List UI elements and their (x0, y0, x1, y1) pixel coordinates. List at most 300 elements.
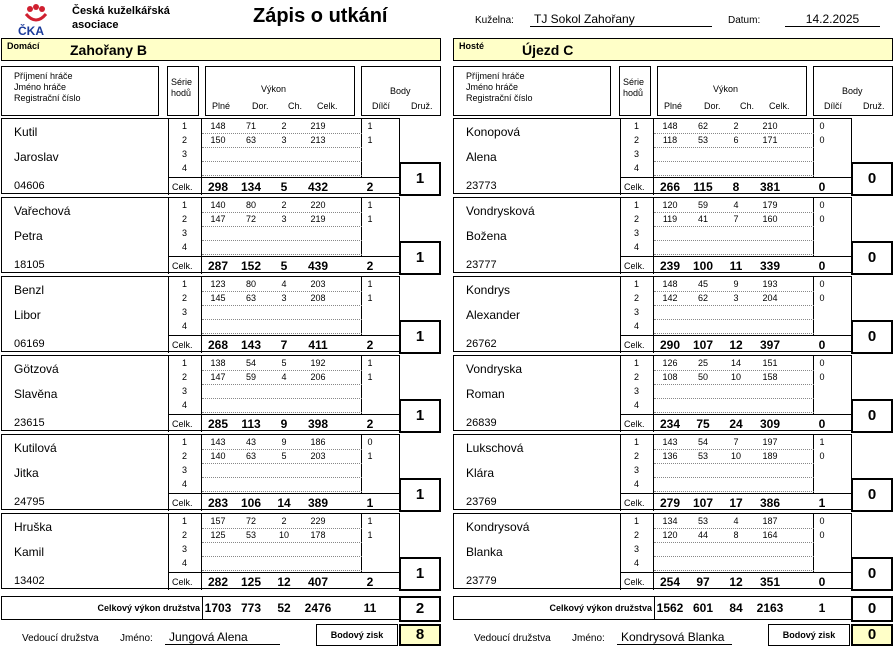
serie-number: 4 (182, 321, 188, 331)
series-value: 206 (310, 372, 326, 382)
series-value: 59 (245, 372, 256, 382)
total-value: 285 (207, 417, 229, 431)
team-total-value: 601 (692, 601, 714, 615)
series-value: 126 (662, 358, 678, 368)
total-value: 100 (692, 259, 714, 273)
series-value: 140 (210, 451, 226, 461)
serie-number: 1 (634, 516, 640, 526)
celk-label: Celk. (624, 498, 645, 508)
total-value: 12 (729, 575, 743, 589)
series-value: 192 (310, 358, 326, 368)
svg-text:ČKA: ČKA (18, 24, 44, 38)
total-value: 5 (280, 180, 288, 194)
away-team-total: Celkový výkon družstva 1562 601 84 2163 1 (453, 596, 852, 620)
serie-number: 3 (634, 307, 640, 317)
series-value: 1 (367, 135, 373, 145)
serie-number: 1 (182, 437, 188, 447)
player-reg: 23615 (14, 417, 45, 429)
total-value: 2 (366, 259, 374, 273)
away-player-points: 0 (851, 241, 893, 275)
series-value: 4 (281, 279, 287, 289)
home-team-bar: Domácí Zahořany B (1, 38, 441, 61)
total-value: 339 (759, 259, 781, 273)
series-value: 54 (245, 358, 256, 368)
series-value: 1 (367, 200, 373, 210)
player-reg: 23777 (466, 259, 497, 271)
total-value: 254 (659, 575, 681, 589)
serie-number: 3 (182, 544, 188, 554)
datum-value: 14.2.2025 (785, 12, 880, 27)
home-hdr-player: Příjmení hráče Jméno hráče Registrační číslo (1, 66, 159, 116)
total-value: 290 (659, 338, 681, 352)
home-player-block (1, 197, 400, 273)
series-value: 3 (281, 135, 287, 145)
total-value: 12 (729, 338, 743, 352)
player-surname: Kondrysová (466, 520, 530, 534)
player-surname: Vondrysková (466, 204, 535, 218)
series-value: 2 (281, 121, 287, 131)
home-leader-name: Jungová Alena (165, 630, 280, 645)
total-value: 2 (366, 180, 374, 194)
away-player-points: 0 (851, 478, 893, 512)
series-value: 148 (662, 121, 678, 131)
series-value: 3 (281, 214, 287, 224)
total-value: 9 (280, 417, 288, 431)
player-name: Blanka (466, 545, 503, 559)
series-value: 7 (733, 437, 739, 447)
home-player-points: 1 (399, 320, 441, 354)
series-value: 63 (245, 293, 256, 303)
total-value: 7 (280, 338, 288, 352)
series-value: 3 (733, 293, 739, 303)
series-value: 1 (367, 279, 373, 289)
home-player-points: 1 (399, 557, 441, 591)
series-value: 7 (733, 214, 739, 224)
home-team-name: Zahořany B (70, 42, 148, 58)
player-name: Roman (466, 387, 505, 401)
serie-number: 1 (182, 516, 188, 526)
player-reg: 18105 (14, 259, 45, 271)
home-player-points: 1 (399, 478, 441, 512)
away-player-block (453, 513, 852, 589)
series-value: 189 (762, 451, 778, 461)
team-total-value: 2476 (304, 601, 332, 615)
series-value: 186 (310, 437, 326, 447)
series-value: 213 (310, 135, 326, 145)
team-total-value: 773 (240, 601, 262, 615)
away-bodovy-zisk: 0 (851, 624, 893, 646)
serie-number: 2 (634, 135, 640, 145)
player-name: Petra (14, 229, 43, 243)
player-surname: Vařechová (14, 204, 71, 218)
series-value: 54 (697, 437, 708, 447)
series-value: 1 (367, 530, 373, 540)
total-value: 143 (240, 338, 262, 352)
series-value: 80 (245, 200, 256, 210)
player-reg: 23773 (466, 180, 497, 192)
total-value: 389 (307, 496, 329, 510)
series-value: 136 (662, 451, 678, 461)
player-surname: Benzl (14, 283, 45, 297)
home-team-total: Celkový výkon družstva 1703 773 52 2476 11 (1, 596, 400, 620)
series-value: 2 (281, 516, 287, 526)
series-value: 80 (245, 279, 256, 289)
series-value: 120 (662, 200, 678, 210)
celk-label: Celk. (172, 498, 193, 508)
away-player-block (453, 434, 852, 510)
series-value: 158 (762, 372, 778, 382)
zisk-label: Bodový zisk (316, 624, 398, 646)
player-surname: Lukschová (466, 441, 524, 455)
series-value: 134 (662, 516, 678, 526)
player-reg: 23779 (466, 575, 497, 587)
serie-number: 3 (182, 386, 188, 396)
serie-number: 4 (634, 321, 640, 331)
series-value: 197 (762, 437, 778, 447)
series-value: 71 (245, 121, 256, 131)
cka-logo (12, 2, 62, 38)
player-reg: 06169 (14, 338, 45, 350)
total-value: 398 (307, 417, 329, 431)
series-value: 0 (819, 135, 825, 145)
series-value: 164 (762, 530, 778, 540)
total-value: 152 (240, 259, 262, 273)
total-value: 407 (307, 575, 329, 589)
home-hdr-body: Body Dílčí Druž. (361, 66, 441, 116)
kuzelna-value: TJ Sokol Zahořany (530, 12, 712, 27)
away-hdr-player: Příjmení hráče Jméno hráče Registrační číslo (453, 66, 611, 116)
series-value: 204 (762, 293, 778, 303)
series-value: 6 (733, 135, 739, 145)
serie-number: 4 (182, 400, 188, 410)
series-value: 53 (697, 451, 708, 461)
total-value: 266 (659, 180, 681, 194)
series-value: 1 (367, 293, 373, 303)
serie-number: 2 (182, 451, 188, 461)
jmeno-label: Jméno: (572, 633, 605, 644)
kuzelna-label: Kuželna: (475, 15, 514, 26)
away-team-name: Újezd C (522, 42, 574, 58)
series-value: 63 (245, 451, 256, 461)
total-value: 351 (759, 575, 781, 589)
player-reg: 26762 (466, 338, 497, 350)
series-value: 4 (281, 372, 287, 382)
datum-label: Datum: (728, 15, 761, 26)
player-name: Slavěna (14, 387, 58, 401)
series-value: 53 (245, 530, 256, 540)
team-total-value: 52 (277, 601, 291, 615)
total-value: 14 (277, 496, 291, 510)
player-reg: 26839 (466, 417, 497, 429)
series-value: 5 (281, 358, 287, 368)
series-value: 3 (281, 293, 287, 303)
serie-number: 4 (634, 558, 640, 568)
total-value: 75 (696, 417, 710, 431)
series-value: 219 (310, 121, 326, 131)
series-value: 148 (662, 279, 678, 289)
home-player-block (1, 434, 400, 510)
series-value: 8 (733, 530, 739, 540)
team-total-value: 1703 (204, 601, 232, 615)
home-player-points: 1 (399, 241, 441, 275)
serie-number: 2 (634, 372, 640, 382)
serie-number: 4 (182, 479, 188, 489)
serie-number: 4 (182, 558, 188, 568)
team-total-value: 84 (729, 601, 743, 615)
celk-label: Celk. (172, 182, 193, 192)
celk-label: Celk. (624, 419, 645, 429)
serie-number: 2 (634, 530, 640, 540)
series-value: 125 (210, 530, 226, 540)
celk-label: Celk. (624, 261, 645, 271)
series-value: 0 (819, 279, 825, 289)
serie-number: 2 (634, 214, 640, 224)
total-value: 125 (240, 575, 262, 589)
home-hdr-serie: Série hodů (167, 66, 199, 116)
home-player-points: 1 (399, 162, 441, 196)
serie-number: 3 (634, 544, 640, 554)
org-name: Česká kuželkářská asociace (72, 5, 170, 31)
series-value: 143 (210, 437, 226, 447)
away-leader-name: Kondrysová Blanka (617, 630, 732, 645)
series-value: 50 (697, 372, 708, 382)
series-value: 0 (819, 200, 825, 210)
series-value: 1 (367, 214, 373, 224)
serie-number: 3 (634, 386, 640, 396)
series-value: 9 (733, 279, 739, 289)
serie-number: 2 (634, 293, 640, 303)
player-surname: Konopová (466, 125, 521, 139)
serie-number: 3 (634, 149, 640, 159)
series-value: 147 (210, 372, 226, 382)
series-value: 0 (819, 293, 825, 303)
away-player-points: 0 (851, 320, 893, 354)
player-surname: Kondrys (466, 283, 511, 297)
serie-number: 2 (182, 293, 188, 303)
total-value: 1 (818, 496, 826, 510)
series-value: 208 (310, 293, 326, 303)
total-value: 106 (240, 496, 262, 510)
series-value: 9 (281, 437, 287, 447)
total-value: 381 (759, 180, 781, 194)
serie-number: 4 (182, 163, 188, 173)
total-value: 113 (241, 417, 261, 431)
player-surname: Kutilová (14, 441, 57, 455)
total-value: 298 (207, 180, 229, 194)
series-value: 0 (367, 437, 373, 447)
serie-number: 3 (182, 307, 188, 317)
series-value: 72 (245, 516, 256, 526)
series-value: 203 (310, 451, 326, 461)
series-value: 108 (662, 372, 678, 382)
total-value: 2 (366, 575, 374, 589)
player-name: Libor (14, 308, 41, 322)
total-value: 287 (207, 259, 229, 273)
away-team-points: 0 (851, 596, 893, 622)
series-value: 25 (697, 358, 708, 368)
series-value: 10 (730, 372, 741, 382)
total-value: 439 (307, 259, 329, 273)
away-player-points: 0 (851, 162, 893, 196)
player-name: Jaroslav (14, 150, 59, 164)
series-value: 0 (819, 358, 825, 368)
total-value: 107 (692, 496, 714, 510)
home-player-block (1, 355, 400, 431)
player-name: Jitka (14, 466, 39, 480)
series-value: 4 (733, 516, 739, 526)
team-total-value: 2163 (756, 601, 784, 615)
series-value: 187 (762, 516, 778, 526)
total-value: 309 (759, 417, 781, 431)
series-value: 210 (762, 121, 778, 131)
serie-number: 1 (634, 358, 640, 368)
leader-label: Vedoucí družstva (474, 633, 551, 644)
series-value: 219 (310, 214, 326, 224)
series-value: 0 (819, 516, 825, 526)
home-hdr-vykon: Výkon Plné Dor. Ch. Celk. (205, 66, 355, 116)
series-value: 118 (662, 135, 678, 145)
series-value: 43 (245, 437, 256, 447)
away-player-points: 0 (851, 557, 893, 591)
series-value: 10 (730, 451, 741, 461)
series-value: 123 (210, 279, 226, 289)
total-value: 0 (818, 417, 826, 431)
serie-number: 3 (182, 228, 188, 238)
away-player-block (453, 276, 852, 352)
series-value: 119 (662, 214, 678, 224)
total-value: 11 (729, 259, 743, 273)
series-value: 171 (762, 135, 778, 145)
series-value: 142 (662, 293, 678, 303)
total-value: 2 (366, 338, 374, 352)
away-player-block (453, 118, 852, 194)
series-value: 0 (819, 121, 825, 131)
total-value: 386 (759, 496, 781, 510)
celk-label: Celk. (172, 261, 193, 271)
serie-number: 4 (634, 479, 640, 489)
home-bodovy-zisk: 8 (399, 624, 441, 646)
player-surname: Hruška (14, 520, 53, 534)
total-value: 134 (240, 180, 262, 194)
total-value: 115 (693, 180, 713, 194)
team-total-value: 1 (818, 601, 826, 615)
series-value: 120 (662, 530, 678, 540)
series-value: 0 (819, 451, 825, 461)
serie-number: 3 (182, 465, 188, 475)
serie-number: 1 (634, 437, 640, 447)
away-hdr-vykon: Výkon Plné Dor. Ch. Celk. (657, 66, 807, 116)
series-value: 178 (310, 530, 326, 540)
series-value: 148 (210, 121, 226, 131)
celk-label: Celk. (624, 577, 645, 587)
celk-label: Celk. (172, 340, 193, 350)
total-value: 432 (307, 180, 329, 194)
serie-number: 4 (634, 400, 640, 410)
total-value: 5 (280, 259, 288, 273)
series-value: 138 (210, 358, 226, 368)
serie-number: 4 (634, 242, 640, 252)
serie-number: 1 (182, 358, 188, 368)
series-value: 2 (281, 200, 287, 210)
serie-number: 1 (634, 200, 640, 210)
serie-number: 1 (182, 279, 188, 289)
total-value: 107 (692, 338, 714, 352)
player-name: Alena (466, 150, 497, 164)
away-team-bar: Hosté Újezd C (453, 38, 893, 61)
total-value: 8 (732, 180, 740, 194)
total-value: 97 (696, 575, 710, 589)
celk-label: Celk. (172, 577, 193, 587)
celk-label: Celk. (624, 182, 645, 192)
player-name: Kamil (14, 545, 45, 559)
away-player-points: 0 (851, 399, 893, 433)
player-surname: Götzová (14, 362, 59, 376)
series-value: 147 (210, 214, 226, 224)
series-value: 4 (733, 200, 739, 210)
serie-number: 1 (634, 279, 640, 289)
zisk-label: Bodový zisk (768, 624, 850, 646)
serie-number: 1 (182, 200, 188, 210)
total-value: 17 (729, 496, 743, 510)
series-value: 150 (210, 135, 226, 145)
serie-number: 2 (182, 372, 188, 382)
player-reg: 24795 (14, 496, 45, 508)
page-title: Zápis o utkání (253, 5, 388, 27)
serie-number: 2 (634, 451, 640, 461)
team-total-value: 11 (363, 601, 377, 615)
series-value: 0 (819, 530, 825, 540)
total-value: 283 (207, 496, 229, 510)
series-value: 44 (697, 530, 708, 540)
total-value: 282 (207, 575, 229, 589)
total-value: 0 (818, 575, 826, 589)
series-value: 143 (662, 437, 678, 447)
series-value: 45 (697, 279, 708, 289)
player-reg: 23769 (466, 496, 497, 508)
celk-label: Celk. (624, 340, 645, 350)
total-value: 0 (818, 259, 826, 273)
series-value: 151 (762, 358, 778, 368)
celk-label: Celk. (172, 419, 193, 429)
total-value: 24 (729, 417, 743, 431)
player-reg: 13402 (14, 575, 45, 587)
total-value: 0 (818, 180, 826, 194)
serie-number: 2 (182, 135, 188, 145)
series-value: 62 (697, 121, 708, 131)
team-total-value: 1562 (656, 601, 684, 615)
series-value: 160 (762, 214, 778, 224)
series-value: 220 (310, 200, 326, 210)
away-player-block (453, 197, 852, 273)
serie-number: 4 (634, 163, 640, 173)
player-name: Klára (466, 466, 495, 480)
total-value: 279 (659, 496, 681, 510)
series-value: 229 (310, 516, 326, 526)
series-value: 1 (367, 121, 373, 131)
total-value: 0 (818, 338, 826, 352)
series-value: 0 (819, 214, 825, 224)
serie-number: 2 (182, 530, 188, 540)
player-reg: 04606 (14, 180, 45, 192)
series-value: 145 (210, 293, 226, 303)
home-player-points: 1 (399, 399, 441, 433)
serie-number: 2 (182, 214, 188, 224)
away-hdr-serie: Série hodů (619, 66, 651, 116)
home-player-block (1, 276, 400, 352)
total-value: 234 (659, 417, 681, 431)
series-value: 193 (762, 279, 778, 289)
series-value: 179 (762, 200, 778, 210)
